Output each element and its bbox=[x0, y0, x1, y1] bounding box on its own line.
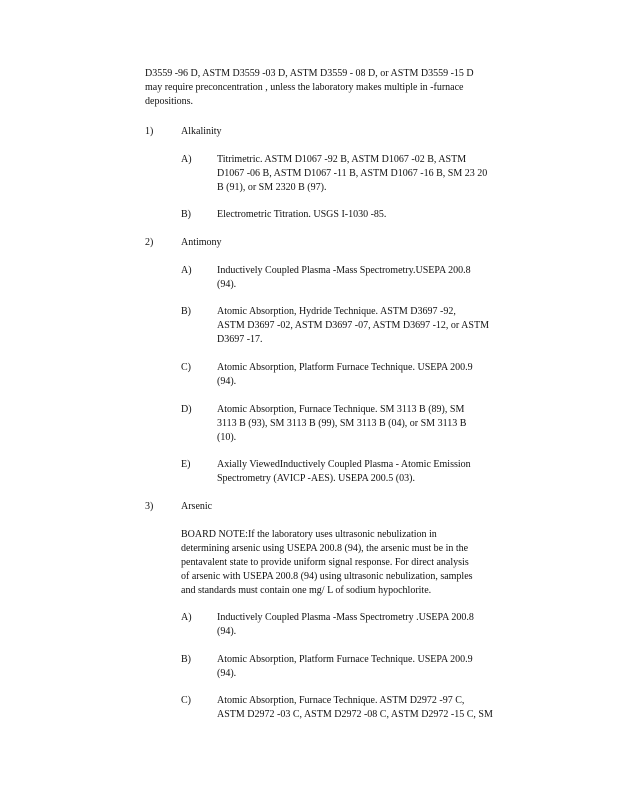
text-line: pentavalent state to provide uniform signal response. For direct analysis bbox=[181, 557, 469, 568]
text-line: 3113 B (93), SM 3113 B (99), SM 3113 B (04), or SM 3113 B bbox=[217, 418, 467, 429]
text-line: ASTM D2972 -03 C, ASTM D2972 -08 C, ASTM D2972 -15 C, SM bbox=[217, 709, 493, 720]
item-text bbox=[217, 458, 530, 486]
text-line: Atomic Absorption, Furnace Technique. ASTM D2972 -97 C, bbox=[217, 695, 465, 706]
item-letter: E) bbox=[181, 459, 191, 470]
section-number: 3) bbox=[145, 501, 154, 512]
section-title-arsenic: Arsenic bbox=[181, 501, 213, 512]
item-text bbox=[217, 264, 530, 292]
text-line: D3697 -17. bbox=[217, 334, 263, 345]
text-line: Inductively Coupled Plasma -Mass Spectrometry.USEPA 200.8 bbox=[217, 265, 471, 276]
item-text bbox=[217, 153, 530, 195]
text-line: D3559 -96 D, ASTM D3559 -03 D, ASTM D3559 - 08 D, or ASTM D3559 -15 D bbox=[145, 68, 474, 79]
text-line: Inductively Coupled Plasma -Mass Spectrometry .USEPA 200.8 bbox=[217, 612, 474, 623]
text-line: BOARD NOTE:If the laboratory uses ultrasonic nebulization in bbox=[181, 529, 437, 540]
text-line: (94). bbox=[217, 279, 237, 290]
text-line: may require preconcentration , unless the laboratory makes multiple in -furnace bbox=[145, 82, 464, 93]
text-line: and standards must contain one mg/ L of sodium hypochlorite. bbox=[181, 585, 432, 596]
text-line: Atomic Absorption, Platform Furnace Technique. USEPA 200.9 bbox=[217, 654, 473, 665]
section-title-alkalinity: Alkalinity bbox=[181, 126, 222, 137]
item-letter: B) bbox=[181, 306, 191, 317]
text-line: of arsenic with USEPA 200.8 (94) using ultrasonic nebulization, samples bbox=[181, 571, 473, 582]
text-line: (94). bbox=[217, 376, 237, 387]
item-text bbox=[217, 403, 530, 445]
item-text bbox=[217, 305, 530, 347]
text-line: Electrometric Titration. USGS I-1030 -85. bbox=[217, 209, 387, 220]
item-letter: C) bbox=[181, 695, 191, 706]
section-number: 1) bbox=[145, 126, 154, 137]
board-note bbox=[181, 528, 530, 598]
item-letter: A) bbox=[181, 612, 192, 623]
text-line: Spectrometry (AVICP -AES). USEPA 200.5 (03). bbox=[217, 473, 415, 484]
text-line: Axially ViewedInductively Coupled Plasma - Atomic Emission bbox=[217, 459, 471, 470]
text-line: ASTM D3697 -02, ASTM D3697 -07, ASTM D3697 -12, or ASTM bbox=[217, 320, 489, 331]
item-text bbox=[217, 694, 530, 722]
item-text bbox=[217, 653, 530, 681]
section-number: 2) bbox=[145, 237, 154, 248]
text-line: (10). bbox=[217, 432, 237, 443]
text-line: determining arsenic using USEPA 200.8 (94), the arsenic must be in the bbox=[181, 543, 469, 554]
item-text bbox=[217, 611, 530, 639]
item-letter: B) bbox=[181, 654, 191, 665]
item-text bbox=[217, 361, 530, 389]
text-line: Titrimetric. ASTM D1067 -92 B, ASTM D1067 -02 B, ASTM bbox=[217, 154, 467, 165]
text-line: (94). bbox=[217, 668, 237, 679]
item-letter: A) bbox=[181, 265, 192, 276]
item-letter: D) bbox=[181, 404, 192, 415]
text-line: Atomic Absorption, Platform Furnace Technique. USEPA 200.9 bbox=[217, 362, 473, 373]
text-line: D1067 -06 B, ASTM D1067 -11 B, ASTM D1067 -16 B, SM 23 20 bbox=[217, 168, 488, 179]
item-letter: C) bbox=[181, 362, 191, 373]
text-line: B (91), or SM 2320 B (97). bbox=[217, 182, 327, 193]
text-line: depositions. bbox=[145, 96, 194, 107]
section-title-antimony: Antimony bbox=[181, 237, 222, 248]
item-text bbox=[217, 208, 530, 222]
item-letter: A) bbox=[181, 154, 192, 165]
intro-paragraph bbox=[145, 67, 530, 109]
text-line: Atomic Absorption, Furnace Technique. SM 3113 B (89), SM bbox=[217, 404, 465, 415]
text-line: (94). bbox=[217, 626, 237, 637]
text-line: Atomic Absorption, Hydride Technique. ASTM D3697 -92, bbox=[217, 306, 456, 317]
item-letter: B) bbox=[181, 209, 191, 220]
